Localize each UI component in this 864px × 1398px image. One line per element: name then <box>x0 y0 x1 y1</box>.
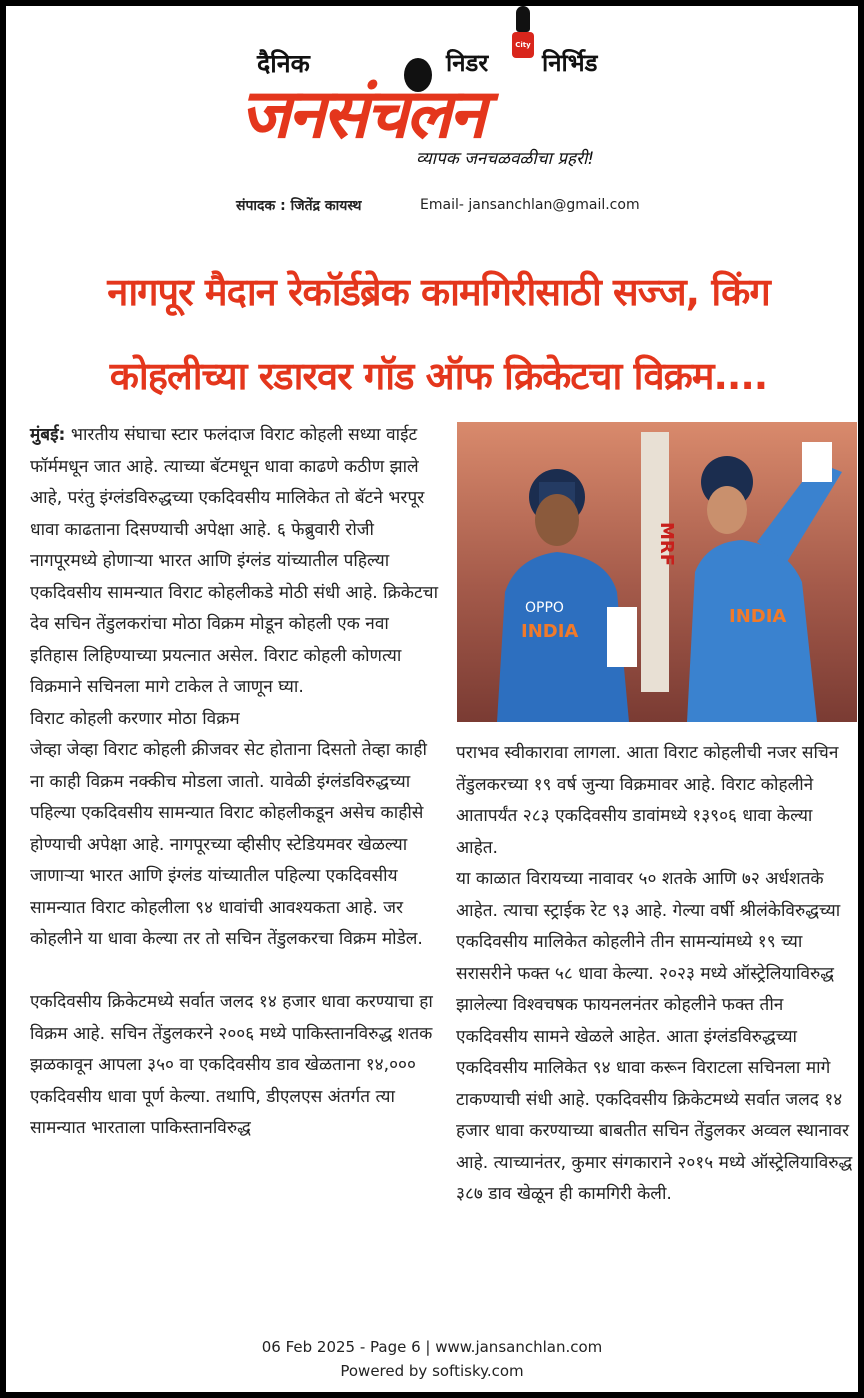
glove <box>607 607 637 667</box>
newspaper-page <box>6 6 858 1392</box>
headline-line-2: कोहलीच्या रडारवर गॉड ऑफ क्रिकेटचा विक्रम.... <box>109 354 768 398</box>
masthead <box>236 6 656 206</box>
article-column-right <box>456 738 856 1211</box>
bat-brand: MRF <box>656 522 677 567</box>
newspaper-logo: जनसंचलन <box>240 75 484 154</box>
footer-date-page-line: 06 Feb 2025 - Page 6 | www.jansanchlan.com <box>261 1338 603 1356</box>
article-column-left <box>30 420 440 1145</box>
photo-illustration <box>457 422 857 722</box>
editor-credit: संपादक : जितेंद्र कायस्थ <box>236 198 362 214</box>
jersey-right <box>687 540 817 722</box>
cricket-photo <box>457 422 857 722</box>
article-paragraph: या काळात विरायच्या नावावर ५० शतके आणि ७२ अर्धशतके आहेत. त्याचा स्ट्राईक रेट ९३ आहे. गेल्या वर्षी श्रीलंकेविरुद्धच्या एकदिवसीय मालिकेत कोहलीने तीन सामन्यांमध्ये १९ च्या सरासरीने फक्त ५८ धावा केल्या. २०२३ मध्ये ऑस्ट्रेलियाविरुद्ध झालेल्या विश्वचषक फायनलनंतर कोहलीने फक्त तीन एकदिवसीय सामने खेळले आहेत. आता इंग्लंडविरुद्धच्या एकदिवसीय मालिकेत ९४ धावा करून विराटला सचिनला मागे टाकण्याची संधी आहे. एकदिवसीय क्रिकेटमध्ये सर्वात जलद १४ हजार धावा करण्याच्या बाबतीत सचिन तेंडुलकर अव्वल स्थानावर आहे. त्याच्यानंतर, कुमार संगकाराने २०१५ मध्ये ऑस्ट्रेलियाविरुद्ध ३८७ डाव खेळून ही कामगिरी केली. <box>456 869 853 1204</box>
article-paragraph: मुंबई: भारतीय संघाचा स्टार फलंदाज विराट कोहली सध्या वाईट फॉर्ममधून जात आहे. त्याच्या बॅटमधून धावा काढणे कठीण झाले आहे, परंतु इंग्लंडविरुद्धच्या एकदिवसीय मालिकेत तो बॅटने भरपूर धावा काढताना दिसण्याची अपेक्षा आहे. ६ फेब्रुवारी रोजी नागपूरमध्ये होणाऱ्या भारत आणि इंग्लंड यांच्यातील पहिल्या एकदिवसीय सामन्यात विराट कोहलीकडे मोठी संधी आहे. क्रिकेटचा देव सचिन तेंडुलकरांचा मोठा विक्रम मोडून कोहली एक नवा इतिहास लिहिण्याच्या प्रयत्नात असेल. विराट कोहली कोणत्या विक्रमाने सचिनला मागे टाकेल ते जाणून घ्या. <box>30 425 439 697</box>
headline-line-1: नागपूर मैदान रेकॉर्डब्रेक कामगिरीसाठी सज्ज, किंग <box>107 270 770 314</box>
jersey-left-text: INDIA <box>521 621 579 642</box>
jersey-right-text: INDIA <box>729 606 787 627</box>
masthead-dainik: दैनिक <box>257 49 310 78</box>
article-paragraph: जेव्हा जेव्हा विराट कोहली क्रीजवर सेट होताना दिसतो तेव्हा काही ना काही विक्रम नक्कीच मोडला जातो. यावेळी इंग्लंडविरुद्धच्या पहिल्या एकदिवसीय सामन्यात विराट कोहलीकडून असेच काहीसे होण्याची अपेक्षा आहे. नागपूरच्या व्हीसीए स्टेडियमवर खेळल्या जाणाऱ्या भारत आणि इंग्लंड यांच्यातील पहिल्या एकदिवसीय सामन्यात विराट कोहलीला ९४ धावांची आवश्यकता आहे. जर कोहलीने या धावा केल्या तर तो सचिन तेंडुलकरचा विक्रम मोडेल. <box>30 740 427 949</box>
masthead-nirbhid: निर्भिड <box>542 49 598 77</box>
microphone-icon <box>512 6 538 68</box>
masthead-tagline: व्यापक जनचळवळीचा प्रहरी! <box>416 149 595 169</box>
article-paragraph: एकदिवसीय क्रिकेटमध्ये सर्वात जलद १४ हजार धावा करण्याचा हा विक्रम आहे. सचिन तेंडुलकरने २००६ मध्ये पाकिस्तानविरुद्ध शतक झळकावून आपला ३५० वा एकदिवसीय डाव खेळताना १४,००० एकदिवसीय धावा पूर्ण केल्या. तथापि, डीएलएस अंतर्गत त्या सामन्यात भारताला पाकिस्तानविरुद्ध <box>30 992 433 1138</box>
sponsor-left: OPPO <box>525 600 564 616</box>
article-paragraph: पराभव स्वीकारावा लागला. आता विराट कोहलीची नजर सचिन तेंडुलकरच्या १९ वर्ष जुन्या विक्रमावर आहे. विराट कोहलीने आतापर्यंत २८३ एकदिवसीय डावांमध्ये १३९०६ धावा केल्या आहेत. <box>456 743 839 858</box>
editor-email: Email- jansanchlan@gmail.com <box>420 197 640 213</box>
headline <box>26 250 851 418</box>
footer-powered-by: Powered by softisky.com <box>340 1362 524 1380</box>
masthead-nidar: निडर <box>446 49 489 77</box>
dateline: मुंबई: <box>30 425 66 445</box>
mic-badge: City <box>512 32 534 58</box>
article-subheading: विराट कोहली करणार मोठा विक्रम <box>30 708 240 729</box>
